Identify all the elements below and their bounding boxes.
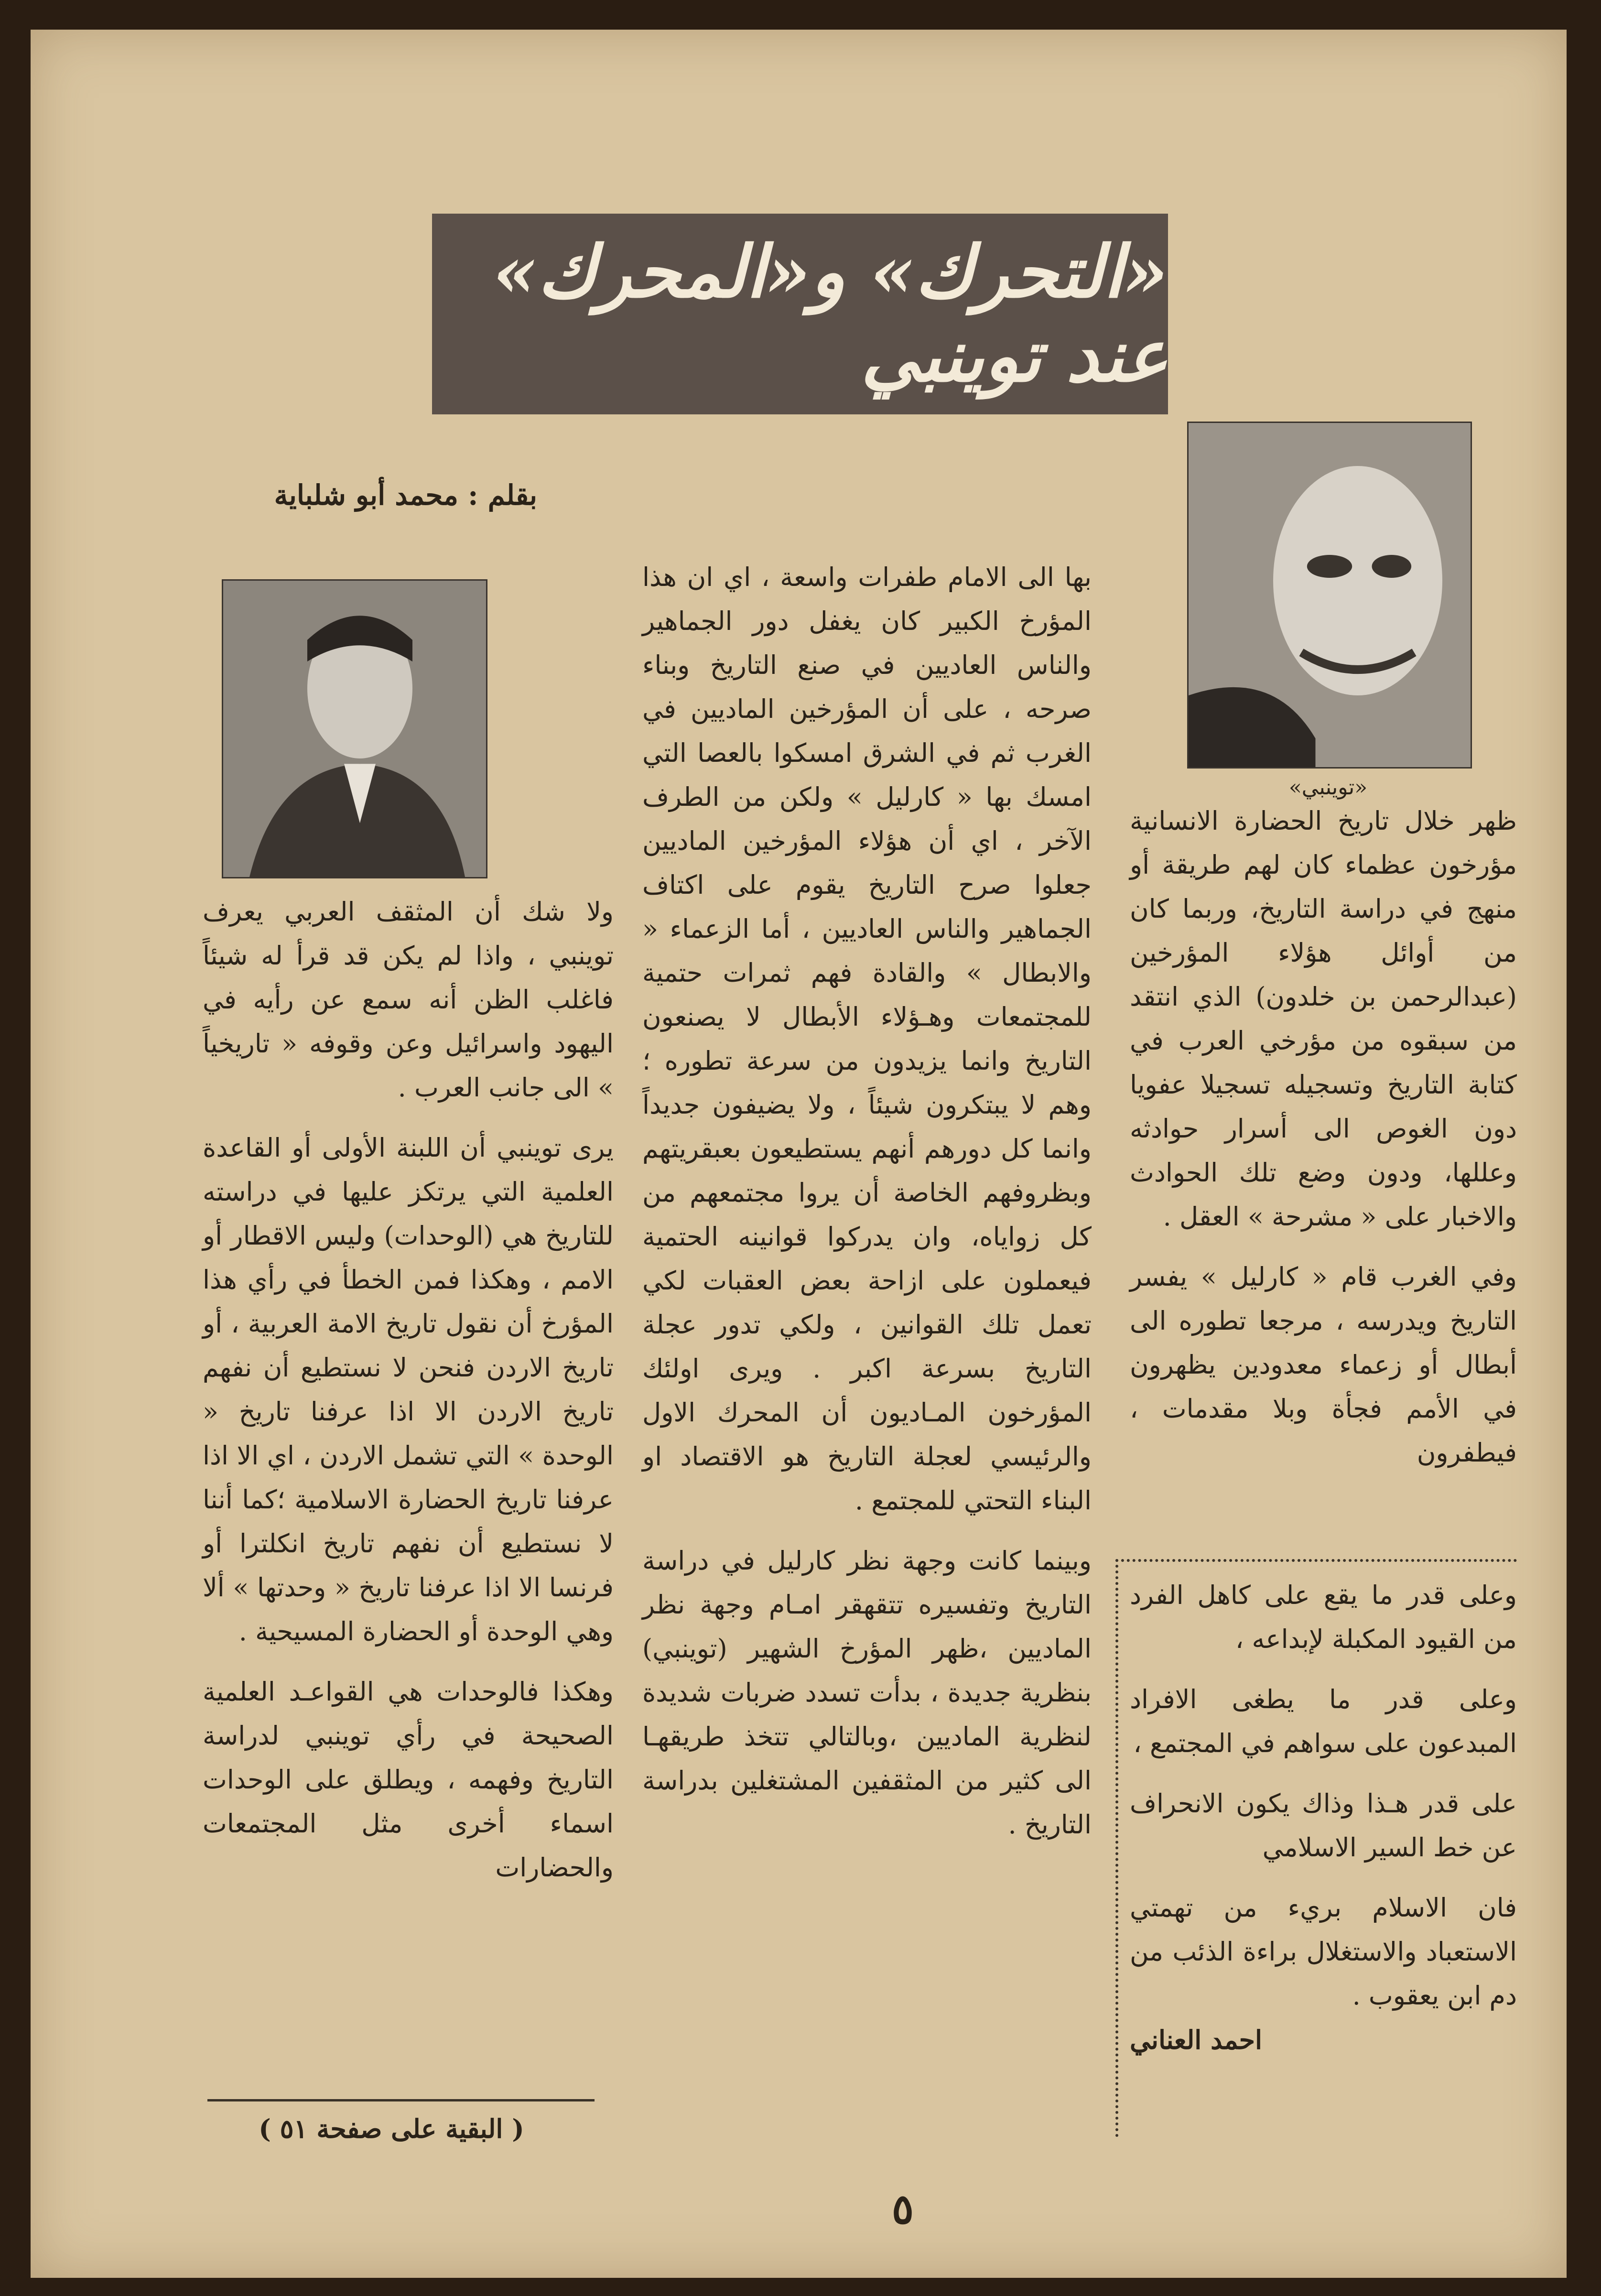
photo-caption-toynbee: «توينبي» [1288,775,1368,800]
photo-author [222,579,487,878]
note-paragraph: وعلى قدر ما يقع على كاهل الفرد من القيود المكبلة لإبداعه ، [1130,1580,1517,1654]
box-divider [1115,1559,1118,2137]
right-paragraph: ظهر خلال تاريخ الحضارة الانسانية مؤرخون عظماء كان لهم طريقة أو منهج في دراسة التاريخ، وربما كان من أوائل هؤلاء المؤرخين (عبدالرحمن بن خلدون) الذي انتقد من سبقوه من مؤرخي العرب في كتابة التاريخ وتسجيله تسجيلا عفويا دون الغوص الى أسرار حوادثه وعللها، ودون وضع تلك الحوادث والاخبار على « مشرحة » العقل . [1130,806,1517,1232]
left-paragraph: وهكذا فالوحدات هي القواعـد العلمية الصحيحة في رأي توينبي لدراسة التاريخ وفهمه ، ويطلق على الوحدات اسماء أخرى مثل المجتمعات والحضارات [203,1677,614,1883]
note-paragraph: على قدر هـذا وذاك يكون الانحراف عن خط السير الاسلامي [1130,1788,1517,1863]
right-column [1130,799,1517,1602]
portrait-icon [223,581,486,877]
note-signature: احمد العناني [1130,2025,1263,2055]
right-paragraph: وفي الغرب قام « كارليل » يفسر التاريخ ويدرسه ، مرجعا تطوره الى أبطال أو زعماء معدودين يظهرون في الأمم فجأة وبلا مقدمات ، فيطفرون [1130,1262,1517,1468]
continued-rule [207,2099,595,2101]
left-paragraph: يرى توينبي أن اللبنة الأولى أو القاعدة العلمية التي يرتكز عليها في دراسته للتاريخ هي (الوحدات) وليس الاقطار أو الامم ، وهكذا فمن الخطأ في رأي هذا المؤرخ أن نقول تاريخ الامة العربية ، أو تاريخ الاردن فنحن لا نستطيع أن نفهم تاريخ الاردن الا اذا عرفنا تاريخ « الوحدة » التي تشمل الاردن ، اي الا اذا عرفنا تاريخ الحضارة الاسلامية ؛كما أننا لا نستطيع أن نفهم تاريخ انكلترا أو فرنسا الا اذا عرفنا تاريخ « وحدتها » ألا وهي الوحدة أو الحضارة المسيحية . [203,1133,614,1646]
middle-paragraph: بها الى الامام طفرات واسعة ، اي ان هذا المؤرخ الكبير كان يغفل دور الجماهير والناس العاديين في صنع التاريخ وبناء صرحه ، على أن المؤرخين الماديين في الغرب ثم في الشرق امسكوا بالعصا التي امسك بها « كارليل » ولكن من الطرف الآخر ، اي أن هؤلاء المؤرخين الماديين جعلوا صرح التاريخ يقوم على اكتاف الجماهير والناس العاديين ، أما الزعماء « والابطال » والقادة فهم ثمرات حتمية للمجتمعات وهـؤلاء الأبطال لا يصنعون التاريخ وانما يزيدون من سرعة تطوره ؛ وهم لا يبتكرون شيئاً ، ولا يضيفون جديداً وانما كل دورهم أنهم يستطيعون بعبقريتهم وبظروفهم الخاصة أن يروا مجتمعهم من كل زواياه، وان يدركوا قوانينه الحتمية فيعملون على ازاحة بعض العقبات لكي تعمل تلك القوانين ، ولكي تدور عجلة التاريخ بسرعة اكبر . ويرى اولئك المؤرخون المـاديون أن المحرك الاول والرئيسي لعجلة التاريخ هو الاقتصاد او البناء التحتي للمجتمع . [642,562,1092,1516]
byline: بقلم : محمد أبو شلباية [274,479,537,511]
note-paragraph: وعلى قدر ما يطغى الافراد المبدعون على سواهم في المجتمع ، [1130,1684,1517,1758]
photo-toynbee [1187,422,1472,769]
middle-column [642,555,1092,2109]
magazine-page [31,30,1567,2278]
page-number: ٥ [891,2185,914,2233]
left-column [203,890,614,2056]
left-paragraph: ولا شك أن المثقف العربي يعرف توينبي ، واذا لم يكن قد قرأ له شيئاً فاغلب الظن أنه سمع عن رأيه في اليهود واسرائيل وعن وقوفه « تاريخياً » الى جانب العرب . [203,897,614,1103]
continued-note: ( البقية على صفحة ٥١ ) [259,2113,524,2144]
note-paragraph: فان الاسلام بريء من تهمتي الاستعباد والاستغلال براءة الذئب من دم ابن يعقوب . [1130,1893,1517,2011]
article-title: «التحرك» و«المحرك» عند توينبي [432,214,1168,414]
middle-paragraph: وبينما كانت وجهة نظر كارليل في دراسة التاريخ وتفسيره تتقهقر امـام وجهة نظر الماديين ،ظهر المؤرخ الشهير (توينبي) بنظرية جديدة ، بدأت تسدد ضربات شديدة لنظرية الماديين ،وبالتالي تتخذ طريقهـا الى كثير من المثقفين المشتغلين بدراسة التاريخ . [642,1546,1092,1840]
boxed-note [1130,1573,1517,2099]
portrait-icon [1189,423,1471,767]
box-divider [1115,1559,1517,1562]
